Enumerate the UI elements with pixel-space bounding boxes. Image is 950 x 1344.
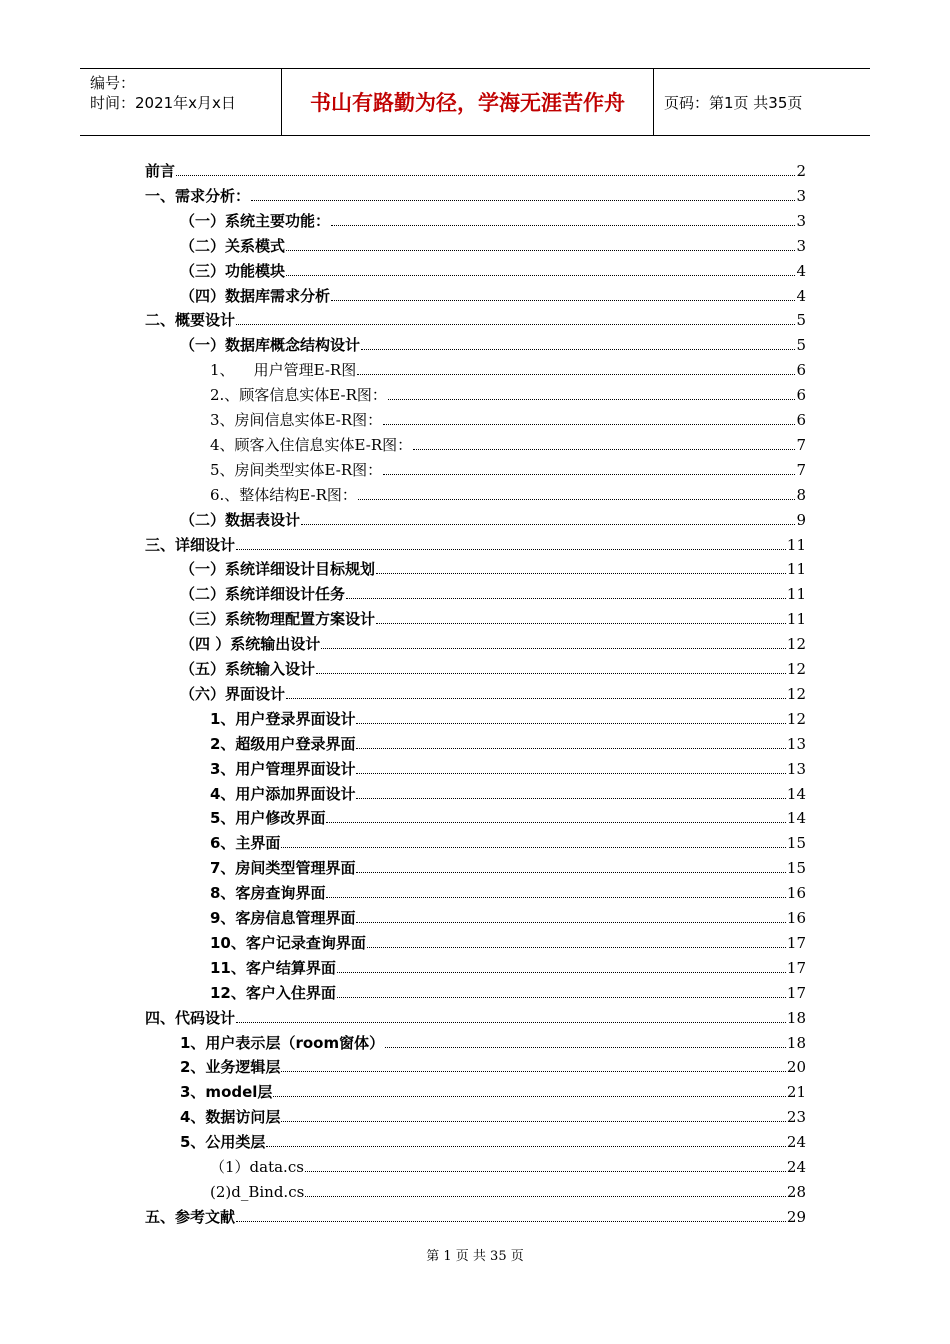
toc-entry-page: 24 [786, 1133, 806, 1152]
toc-entry-title: 8、客房查询界面 [210, 884, 326, 903]
toc-entry-title: （一）系统主要功能： [180, 211, 331, 230]
toc-entry-title: 3、用户管理界面设计 [210, 759, 356, 778]
toc-entry-title: 2.、顾客信息实体E-R图： [210, 386, 387, 405]
toc-entry-page: 16 [786, 884, 806, 903]
toc-entry-page: 17 [786, 933, 806, 952]
page-footer: 第 1 页 共 35 页 [426, 1249, 524, 1264]
toc-entry-page: 21 [786, 1083, 806, 1102]
toc-entry-page: 12 [786, 709, 806, 728]
toc-entry-title: （1）data.cs [210, 1158, 304, 1176]
toc-entry-title: （二）系统详细设计任务 [180, 585, 346, 604]
toc-entry-page: 29 [786, 1207, 806, 1226]
toc-dot-leader [388, 399, 796, 400]
toc-entry[interactable] [145, 160, 806, 182]
toc-dot-leader [356, 748, 785, 749]
toc-entry[interactable] [145, 185, 806, 207]
toc-entry[interactable] [210, 384, 806, 406]
toc-entry-page: 11 [786, 585, 806, 604]
toc-entry-title: 1、 用户管理E-R图 [210, 361, 357, 380]
toc-entry[interactable] [210, 807, 806, 829]
toc-entry-page: 11 [786, 535, 806, 554]
toc-entry-page: 28 [786, 1182, 806, 1201]
toc-entry-title: 前言 [145, 162, 176, 180]
toc-dot-leader [301, 524, 795, 525]
toc-entry[interactable] [180, 1056, 806, 1078]
toc-dot-leader [236, 1221, 786, 1222]
toc-entry[interactable] [180, 558, 806, 580]
toc-entry[interactable] [210, 409, 806, 431]
toc-dot-leader [413, 449, 795, 450]
toc-entry-title: （三）功能模块 [180, 261, 286, 280]
toc-dot-leader [281, 1071, 785, 1072]
toc-dot-leader [358, 499, 796, 500]
toc-entry[interactable] [180, 334, 806, 356]
toc-entry-page: 17 [786, 983, 806, 1002]
toc-entry[interactable] [180, 583, 806, 605]
toc-entry-page: 20 [786, 1058, 806, 1077]
toc-entry-title: 3、房间信息实体E-R图： [210, 411, 383, 429]
toc-entry[interactable] [180, 210, 806, 232]
toc-dot-leader [316, 673, 786, 674]
toc-entry-page: 3 [796, 211, 806, 230]
toc-entry[interactable] [145, 1206, 806, 1228]
toc-entry-title: 5、用户修改界面 [210, 809, 326, 828]
toc-dot-leader [383, 424, 795, 425]
page-header [80, 68, 870, 136]
toc-entry-page: 17 [786, 958, 806, 977]
toc-entry-title: 3、model层 [180, 1083, 273, 1102]
toc-entry[interactable] [210, 733, 806, 755]
toc-entry-title: 二、概要设计 [145, 311, 236, 330]
toc-dot-leader [281, 847, 785, 848]
toc-entry[interactable] [210, 359, 806, 381]
toc-entry[interactable] [180, 260, 806, 282]
toc-entry[interactable] [210, 783, 806, 805]
toc-dot-leader [356, 773, 785, 774]
toc-dot-leader [367, 947, 786, 948]
toc-dot-leader [346, 598, 786, 599]
toc-dot-leader [331, 300, 795, 301]
toc-dot-leader [176, 175, 795, 176]
toc-entry[interactable] [180, 658, 806, 680]
toc-entry-title: 三、详细设计 [145, 535, 236, 554]
toc-entry-title: 6.、整体结构E-R图： [210, 485, 357, 504]
toc-entry-title: 12、客户入住界面 [210, 983, 336, 1002]
toc-entry[interactable] [145, 1007, 806, 1029]
toc-entry-page: 15 [786, 834, 806, 853]
toc-entry-title: 9、客房信息管理界面 [210, 909, 356, 927]
toc-entry-title: 4、数据访问层 [180, 1108, 281, 1127]
toc-entry-title: （一）数据库概念结构设计 [180, 336, 361, 355]
toc-entry-title: （一）系统详细设计目标规划 [180, 560, 376, 579]
toc-entry[interactable] [210, 882, 806, 904]
toc-dot-leader [337, 972, 786, 973]
toc-entry-page: 24 [786, 1158, 806, 1176]
toc-entry-title: 四、代码设计 [145, 1008, 236, 1027]
toc-entry-title: 7、房间类型管理界面 [210, 859, 356, 878]
toc-entry-page: 15 [786, 859, 806, 878]
toc-entry-page: 7 [796, 460, 806, 479]
toc-entry[interactable] [210, 982, 806, 1004]
toc-entry-page: 8 [796, 485, 806, 504]
toc-entry[interactable] [210, 957, 806, 979]
toc-dot-leader [361, 349, 795, 350]
toc-dot-leader [321, 648, 786, 649]
toc-entry-page: 2 [796, 162, 806, 180]
toc-dot-leader [356, 723, 785, 724]
toc-dot-leader [273, 1096, 785, 1097]
toc-dot-leader [337, 997, 786, 998]
toc-entry[interactable] [145, 309, 806, 331]
toc-entry[interactable] [210, 1181, 806, 1203]
toc-entry-title: （三）系统物理配置方案设计 [180, 610, 376, 629]
toc-entry[interactable] [180, 1106, 806, 1128]
toc-entry-title: 4、顾客入住信息实体E-R图： [210, 435, 413, 454]
toc-dot-leader [376, 623, 786, 624]
toc-entry-page: 3 [796, 236, 806, 255]
toc-entry-page: 4 [796, 286, 806, 305]
toc-entry-page: 13 [786, 734, 806, 753]
toc-entry-page: 14 [786, 809, 806, 828]
toc-dot-leader [266, 1146, 785, 1147]
toc-entry-title: （四 ）系统输出设计 [180, 635, 321, 654]
toc-dot-leader [305, 1171, 786, 1172]
toc-entry[interactable] [210, 857, 806, 879]
toc-entry-page: 18 [786, 1008, 806, 1027]
header-page-info: 页码：第1页 共35页 [664, 93, 803, 112]
toc-dot-leader [236, 1022, 786, 1023]
toc-dot-leader [331, 225, 795, 226]
toc-dot-leader [286, 698, 786, 699]
toc-entry-title: 1、用户表示层（room窗体） [180, 1033, 385, 1052]
toc-entry[interactable] [210, 907, 806, 929]
toc-entry-title: （四）数据库需求分析 [180, 286, 331, 305]
toc-entry[interactable] [210, 708, 806, 730]
toc-entry[interactable] [180, 509, 806, 531]
toc-entry[interactable] [180, 1081, 806, 1103]
toc-entry-title: （二）关系模式 [180, 236, 286, 255]
toc-entry-page: 6 [796, 411, 806, 429]
toc-entry-title: （二）数据表设计 [180, 510, 301, 529]
toc-entry[interactable] [180, 1032, 806, 1054]
toc-dot-leader [356, 798, 785, 799]
toc-entry-title: 1、用户登录界面设计 [210, 709, 356, 728]
header-meta [80, 69, 281, 135]
toc-entry-title: 一、需求分析： [145, 186, 251, 205]
toc-entry-page: 3 [796, 186, 806, 205]
toc-dot-leader [236, 549, 786, 550]
toc-entry[interactable] [210, 832, 806, 854]
document-date: 时间：2021年x月x日 [90, 94, 236, 112]
toc-entry[interactable] [180, 285, 806, 307]
toc-entry-title: 2、超级用户登录界面 [210, 734, 356, 753]
toc-entry-title: 5、公用类层 [180, 1133, 266, 1152]
toc-dot-leader [251, 200, 795, 201]
toc-entry-page: 5 [796, 336, 806, 355]
toc-dot-leader [236, 324, 795, 325]
toc-dot-leader [356, 872, 785, 873]
toc-entry-page: 18 [786, 1033, 806, 1052]
toc-entry[interactable] [180, 683, 806, 705]
toc-entry-title: (2)d_Bind.cs [210, 1182, 305, 1201]
toc-entry-page: 13 [786, 759, 806, 778]
toc-entry-title: （六）界面设计 [180, 684, 286, 703]
toc-entry-page: 5 [796, 311, 806, 330]
toc-entry-title: 11、客户结算界面 [210, 958, 336, 977]
toc-entry-title: 6、主界面 [210, 834, 281, 853]
toc-dot-leader [357, 374, 795, 375]
toc-entry-page: 9 [796, 510, 806, 529]
toc-dot-leader [383, 474, 795, 475]
toc-entry[interactable] [210, 1156, 806, 1178]
toc-entry[interactable] [210, 434, 806, 456]
toc-entry[interactable] [210, 459, 806, 481]
toc-entry-page: 12 [786, 684, 806, 703]
toc-entry-title: 5、房间类型实体E-R图： [210, 460, 383, 479]
toc-entry-title: 4、用户添加界面设计 [210, 784, 356, 803]
toc-entry[interactable] [210, 484, 806, 506]
toc-dot-leader [281, 1121, 785, 1122]
toc-entry[interactable] [180, 608, 806, 630]
toc-entry[interactable] [180, 1131, 806, 1153]
toc-entry-page: 11 [786, 610, 806, 629]
toc-dot-leader [385, 1047, 786, 1048]
document-number-label: 编号： [90, 74, 136, 92]
toc-entry-page: 4 [796, 261, 806, 280]
toc-entry[interactable] [210, 758, 806, 780]
toc-dot-leader [376, 573, 786, 574]
toc-dot-leader [326, 822, 785, 823]
toc-entry-page: 6 [796, 386, 806, 405]
toc-entry[interactable] [145, 534, 806, 556]
toc-entry[interactable] [180, 633, 806, 655]
toc-entry-page: 7 [796, 435, 806, 454]
toc-dot-leader [305, 1196, 786, 1197]
toc-entry-page: 23 [786, 1108, 806, 1127]
toc-entry-page: 6 [796, 361, 806, 380]
toc-entry-page: 12 [786, 660, 806, 678]
toc-dot-leader [286, 250, 795, 251]
header-motto: 书山有路勤为径，学海无涯苦作舟 [281, 69, 654, 135]
toc-entry-page: 14 [786, 784, 806, 803]
toc-entry[interactable] [210, 932, 806, 954]
toc-dot-leader [326, 897, 785, 898]
toc-entry-title: 五、参考文献 [145, 1207, 236, 1226]
toc-entry-title: 10、客户记录查询界面 [210, 933, 366, 952]
toc-dot-leader [286, 275, 795, 276]
toc-entry-page: 11 [786, 560, 806, 579]
toc-entry-title: （五）系统输入设计 [180, 660, 316, 678]
toc-entry-page: 12 [786, 635, 806, 654]
toc-entry-title: 2、业务逻辑层 [180, 1058, 281, 1077]
toc-entry[interactable] [180, 235, 806, 257]
toc-entry-page: 16 [786, 909, 806, 927]
toc-dot-leader [356, 922, 785, 923]
